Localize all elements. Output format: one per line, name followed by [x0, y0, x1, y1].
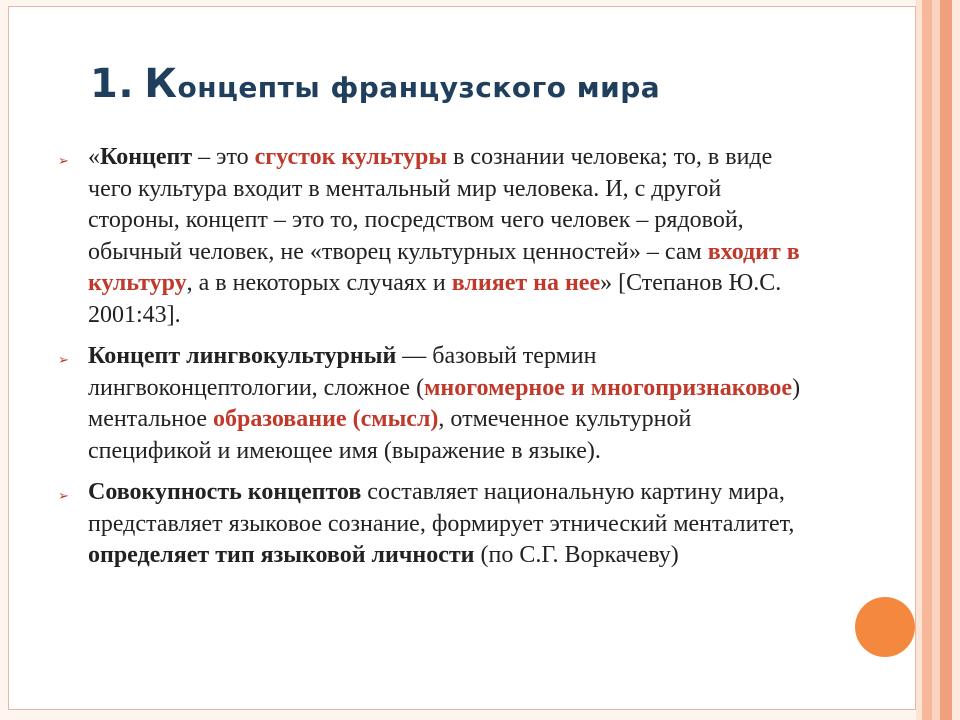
text-segment: составляет национальную картину мира, представляет языковое сознание, формирует этнический менталитет, — [88, 479, 795, 537]
title-rest-first: онцепты — [177, 71, 321, 104]
text-segment: – это — [192, 144, 255, 170]
highlighted-term: входит в культуру — [88, 238, 800, 296]
title-rest: французского мира — [330, 71, 661, 104]
highlighted-term: многомерное и многопризнаковое — [424, 374, 793, 401]
text-segment: « — [88, 144, 100, 170]
arrow-bullet-icon: ➢ — [58, 489, 69, 504]
decorative-stripe — [932, 0, 940, 720]
bullet-item — [58, 341, 818, 467]
title-number: 1. — [90, 61, 135, 107]
text-segment: ) ментальное — [88, 374, 801, 432]
decorative-stripe — [922, 0, 932, 720]
decorative-stripe — [940, 0, 952, 720]
bold-term: Концепт лингвокультурный — [88, 343, 397, 369]
slide-title — [90, 58, 870, 114]
title-initial: К — [144, 61, 178, 107]
text-segment: , отмеченное культурной спецификой и имеющее имя (выражение в языке). — [88, 406, 692, 464]
bold-term: Концепт — [100, 144, 193, 170]
bullet-item — [58, 142, 818, 331]
text-segment: » [Степанов Ю.С. 2001:43]. — [88, 270, 782, 328]
highlighted-term: образование (смысл) — [213, 406, 439, 432]
text-segment: — базовый термин лингвоконцептологии, сложное ( — [88, 343, 597, 401]
orange-circle-decoration — [855, 597, 915, 657]
text-segment: , а в некоторых случаях и — [186, 270, 452, 296]
bold-term: Совокупность концептов — [88, 479, 362, 505]
bullet-list — [58, 142, 818, 582]
text-segment: (по С.Г. Воркачеву) — [474, 542, 679, 568]
arrow-bullet-icon: ➢ — [58, 353, 69, 368]
decorative-stripes — [916, 0, 960, 720]
arrow-bullet-icon: ➢ — [58, 154, 69, 169]
text-segment: в сознании человека; то, в виде чего культура входит в ментальный мир человека. И, с другой стороны, концепт – это то, посредством чего человек – рядовой, обычный человек, не «творец культурных ценностей» – сам — [88, 144, 773, 265]
highlighted-term: влияет на нее — [451, 270, 601, 296]
decorative-stripe — [952, 0, 960, 720]
highlighted-term: сгусток культуры — [254, 144, 448, 170]
bullet-item — [58, 477, 818, 572]
bold-term: определяет тип языковой личности — [88, 542, 475, 568]
